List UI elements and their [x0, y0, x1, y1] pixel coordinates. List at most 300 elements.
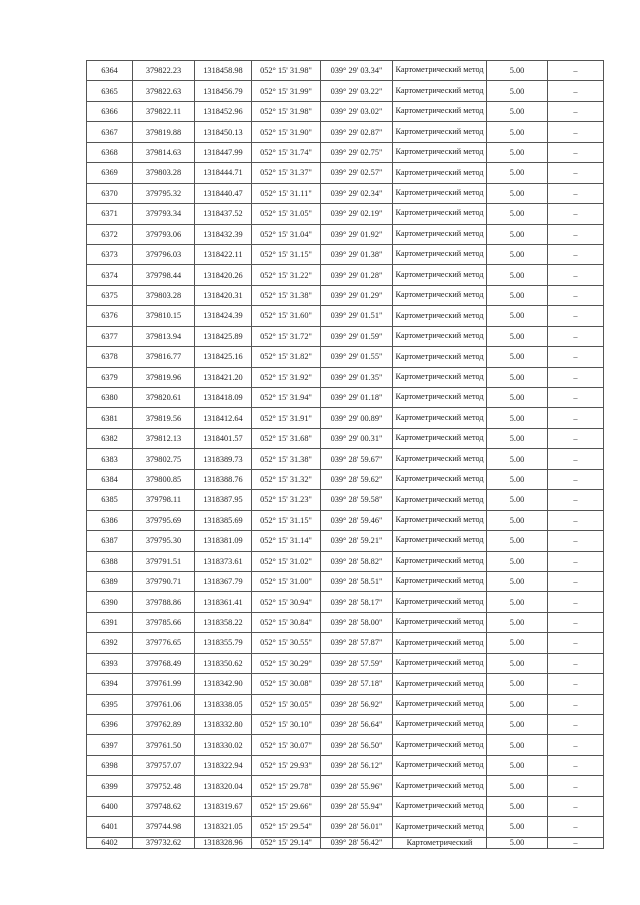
latitude-cell: 052° 15' 30.94" [252, 592, 321, 612]
longitude-cell: 039° 29' 02.75" [321, 142, 393, 162]
point-number-cell: 6391 [87, 612, 133, 632]
note-cell: – [548, 183, 604, 203]
method-cell: Картометрический метод [393, 142, 487, 162]
x-coordinate-cell: 379820.61 [133, 388, 195, 408]
x-coordinate-cell: 379793.06 [133, 224, 195, 244]
table-row [87, 837, 604, 848]
method-cell: Картометрический метод [393, 347, 487, 367]
table-row [87, 122, 604, 142]
note-cell: – [548, 347, 604, 367]
method-cell: Картометрический метод [393, 244, 487, 264]
accuracy-cell: 5.00 [487, 326, 548, 346]
x-coordinate-cell: 379785.66 [133, 612, 195, 632]
x-coordinate-cell: 379810.15 [133, 306, 195, 326]
y-coordinate-cell: 1318420.31 [195, 285, 252, 305]
accuracy-cell: 5.00 [487, 265, 548, 285]
accuracy-cell: 5.00 [487, 735, 548, 755]
table-row [87, 347, 604, 367]
x-coordinate-cell: 379803.28 [133, 285, 195, 305]
y-coordinate-cell: 1318388.76 [195, 469, 252, 489]
latitude-cell: 052° 15' 31.38" [252, 449, 321, 469]
note-cell: – [548, 612, 604, 632]
accuracy-cell: 5.00 [487, 388, 548, 408]
y-coordinate-cell: 1318342.90 [195, 674, 252, 694]
y-coordinate-cell: 1318458.98 [195, 61, 252, 81]
longitude-cell: 039° 28' 55.94" [321, 796, 393, 816]
y-coordinate-cell: 1318350.62 [195, 653, 252, 673]
longitude-cell: 039° 29' 02.19" [321, 204, 393, 224]
longitude-cell: 039° 28' 59.58" [321, 490, 393, 510]
x-coordinate-cell: 379761.50 [133, 735, 195, 755]
note-cell: – [548, 633, 604, 653]
x-coordinate-cell: 379761.06 [133, 694, 195, 714]
note-cell: – [548, 367, 604, 387]
point-number-cell: 6368 [87, 142, 133, 162]
method-cell: Картометрический метод [393, 571, 487, 591]
longitude-cell: 039° 28' 56.12" [321, 755, 393, 775]
table-row [87, 306, 604, 326]
note-cell: – [548, 653, 604, 673]
y-coordinate-cell: 1318421.20 [195, 367, 252, 387]
latitude-cell: 052° 15' 31.74" [252, 142, 321, 162]
accuracy-cell: 5.00 [487, 449, 548, 469]
latitude-cell: 052° 15' 31.15" [252, 244, 321, 264]
longitude-cell: 039° 28' 57.59" [321, 653, 393, 673]
latitude-cell: 052° 15' 31.15" [252, 510, 321, 530]
accuracy-cell: 5.00 [487, 428, 548, 448]
x-coordinate-cell: 379748.62 [133, 796, 195, 816]
method-cell: Картометрический метод [393, 490, 487, 510]
table-row [87, 694, 604, 714]
latitude-cell: 052° 15' 31.94" [252, 388, 321, 408]
method-cell: Картометрический метод [393, 469, 487, 489]
latitude-cell: 052° 15' 31.72" [252, 326, 321, 346]
table-row [87, 653, 604, 673]
y-coordinate-cell: 1318432.39 [195, 224, 252, 244]
y-coordinate-cell: 1318420.26 [195, 265, 252, 285]
point-number-cell: 6379 [87, 367, 133, 387]
note-cell: – [548, 61, 604, 81]
latitude-cell: 052° 15' 31.11" [252, 183, 321, 203]
point-number-cell: 6364 [87, 61, 133, 81]
x-coordinate-cell: 379744.98 [133, 817, 195, 837]
longitude-cell: 039° 29' 03.02" [321, 101, 393, 121]
y-coordinate-cell: 1318358.22 [195, 612, 252, 632]
x-coordinate-cell: 379814.63 [133, 142, 195, 162]
point-number-cell: 6374 [87, 265, 133, 285]
latitude-cell: 052° 15' 30.05" [252, 694, 321, 714]
table-row [87, 674, 604, 694]
longitude-cell: 039° 29' 01.92" [321, 224, 393, 244]
note-cell: – [548, 428, 604, 448]
latitude-cell: 052° 15' 31.04" [252, 224, 321, 244]
accuracy-cell: 5.00 [487, 510, 548, 530]
y-coordinate-cell: 1318338.05 [195, 694, 252, 714]
method-cell: Картометрический метод [393, 694, 487, 714]
note-cell: – [548, 326, 604, 346]
y-coordinate-cell: 1318452.96 [195, 101, 252, 121]
note-cell: – [548, 837, 604, 848]
note-cell: – [548, 101, 604, 121]
note-cell: – [548, 735, 604, 755]
point-number-cell: 6387 [87, 531, 133, 551]
point-number-cell: 6402 [87, 837, 133, 848]
coordinates-table [86, 60, 604, 849]
accuracy-cell: 5.00 [487, 715, 548, 735]
latitude-cell: 052° 15' 31.22" [252, 265, 321, 285]
y-coordinate-cell: 1318387.95 [195, 490, 252, 510]
longitude-cell: 039° 28' 58.82" [321, 551, 393, 571]
accuracy-cell: 5.00 [487, 81, 548, 101]
method-cell: Картометрический метод [393, 715, 487, 735]
y-coordinate-cell: 1318320.04 [195, 776, 252, 796]
note-cell: – [548, 796, 604, 816]
point-number-cell: 6386 [87, 510, 133, 530]
method-cell: Картометрический [393, 837, 487, 848]
latitude-cell: 052° 15' 31.60" [252, 306, 321, 326]
method-cell: Картометрический метод [393, 755, 487, 775]
point-number-cell: 6396 [87, 715, 133, 735]
note-cell: – [548, 592, 604, 612]
note-cell: – [548, 163, 604, 183]
note-cell: – [548, 244, 604, 264]
x-coordinate-cell: 379822.23 [133, 61, 195, 81]
latitude-cell: 052° 15' 31.05" [252, 204, 321, 224]
table-row [87, 388, 604, 408]
note-cell: – [548, 531, 604, 551]
method-cell: Картометрический метод [393, 735, 487, 755]
method-cell: Картометрический метод [393, 163, 487, 183]
table-row [87, 204, 604, 224]
note-cell: – [548, 551, 604, 571]
longitude-cell: 039° 28' 58.17" [321, 592, 393, 612]
table-row [87, 776, 604, 796]
method-cell: Картометрический метод [393, 367, 487, 387]
point-number-cell: 6390 [87, 592, 133, 612]
accuracy-cell: 5.00 [487, 204, 548, 224]
table-row [87, 326, 604, 346]
method-cell: Картометрический метод [393, 531, 487, 551]
note-cell: – [548, 694, 604, 714]
method-cell: Картометрический метод [393, 653, 487, 673]
latitude-cell: 052° 15' 30.29" [252, 653, 321, 673]
method-cell: Картометрический метод [393, 592, 487, 612]
table-row [87, 183, 604, 203]
note-cell: – [548, 306, 604, 326]
longitude-cell: 039° 29' 03.34" [321, 61, 393, 81]
y-coordinate-cell: 1318355.79 [195, 633, 252, 653]
table-row [87, 633, 604, 653]
latitude-cell: 052° 15' 30.55" [252, 633, 321, 653]
method-cell: Картометрический метод [393, 551, 487, 571]
point-number-cell: 6375 [87, 285, 133, 305]
y-coordinate-cell: 1318456.79 [195, 81, 252, 101]
method-cell: Картометрический метод [393, 183, 487, 203]
accuracy-cell: 5.00 [487, 694, 548, 714]
x-coordinate-cell: 379776.65 [133, 633, 195, 653]
longitude-cell: 039° 28' 57.87" [321, 633, 393, 653]
accuracy-cell: 5.00 [487, 122, 548, 142]
x-coordinate-cell: 379800.85 [133, 469, 195, 489]
table-row [87, 224, 604, 244]
table-row [87, 408, 604, 428]
method-cell: Картометрический метод [393, 674, 487, 694]
x-coordinate-cell: 379798.11 [133, 490, 195, 510]
longitude-cell: 039° 29' 00.31" [321, 428, 393, 448]
x-coordinate-cell: 379812.13 [133, 428, 195, 448]
y-coordinate-cell: 1318437.52 [195, 204, 252, 224]
x-coordinate-cell: 379757.07 [133, 755, 195, 775]
longitude-cell: 039° 28' 57.18" [321, 674, 393, 694]
longitude-cell: 039° 29' 02.34" [321, 183, 393, 203]
table-body [87, 61, 604, 849]
table-row [87, 469, 604, 489]
point-number-cell: 6388 [87, 551, 133, 571]
longitude-cell: 039° 29' 01.18" [321, 388, 393, 408]
x-coordinate-cell: 379761.99 [133, 674, 195, 694]
longitude-cell: 039° 29' 01.28" [321, 265, 393, 285]
table-row [87, 142, 604, 162]
table-row [87, 817, 604, 837]
y-coordinate-cell: 1318328.96 [195, 837, 252, 848]
point-number-cell: 6395 [87, 694, 133, 714]
longitude-cell: 039° 28' 59.46" [321, 510, 393, 530]
method-cell: Картометрический метод [393, 510, 487, 530]
x-coordinate-cell: 379762.89 [133, 715, 195, 735]
y-coordinate-cell: 1318424.39 [195, 306, 252, 326]
x-coordinate-cell: 379791.51 [133, 551, 195, 571]
accuracy-cell: 5.00 [487, 592, 548, 612]
point-number-cell: 6384 [87, 469, 133, 489]
latitude-cell: 052° 15' 29.54" [252, 817, 321, 837]
x-coordinate-cell: 379788.86 [133, 592, 195, 612]
note-cell: – [548, 817, 604, 837]
latitude-cell: 052° 15' 29.78" [252, 776, 321, 796]
note-cell: – [548, 571, 604, 591]
x-coordinate-cell: 379802.75 [133, 449, 195, 469]
note-cell: – [548, 408, 604, 428]
accuracy-cell: 5.00 [487, 285, 548, 305]
x-coordinate-cell: 379798.44 [133, 265, 195, 285]
table-row [87, 265, 604, 285]
accuracy-cell: 5.00 [487, 551, 548, 571]
point-number-cell: 6369 [87, 163, 133, 183]
x-coordinate-cell: 379822.63 [133, 81, 195, 101]
longitude-cell: 039° 28' 59.62" [321, 469, 393, 489]
accuracy-cell: 5.00 [487, 817, 548, 837]
longitude-cell: 039° 28' 56.42" [321, 837, 393, 848]
accuracy-cell: 5.00 [487, 571, 548, 591]
table-row [87, 755, 604, 775]
accuracy-cell: 5.00 [487, 633, 548, 653]
latitude-cell: 052° 15' 29.66" [252, 796, 321, 816]
latitude-cell: 052° 15' 31.98" [252, 101, 321, 121]
x-coordinate-cell: 379796.03 [133, 244, 195, 264]
table-row [87, 490, 604, 510]
latitude-cell: 052° 15' 30.07" [252, 735, 321, 755]
longitude-cell: 039° 28' 56.64" [321, 715, 393, 735]
y-coordinate-cell: 1318450.13 [195, 122, 252, 142]
method-cell: Картометрический метод [393, 285, 487, 305]
method-cell: Картометрический метод [393, 796, 487, 816]
point-number-cell: 6401 [87, 817, 133, 837]
method-cell: Картометрический метод [393, 306, 487, 326]
method-cell: Картометрический метод [393, 265, 487, 285]
longitude-cell: 039° 28' 56.50" [321, 735, 393, 755]
x-coordinate-cell: 379795.30 [133, 531, 195, 551]
accuracy-cell: 5.00 [487, 674, 548, 694]
latitude-cell: 052° 15' 31.14" [252, 531, 321, 551]
y-coordinate-cell: 1318401.57 [195, 428, 252, 448]
y-coordinate-cell: 1318418.09 [195, 388, 252, 408]
longitude-cell: 039° 28' 55.96" [321, 776, 393, 796]
x-coordinate-cell: 379752.48 [133, 776, 195, 796]
accuracy-cell: 5.00 [487, 101, 548, 121]
longitude-cell: 039° 28' 58.00" [321, 612, 393, 632]
accuracy-cell: 5.00 [487, 244, 548, 264]
table-row [87, 101, 604, 121]
latitude-cell: 052° 15' 31.02" [252, 551, 321, 571]
accuracy-cell: 5.00 [487, 183, 548, 203]
x-coordinate-cell: 379732.62 [133, 837, 195, 848]
method-cell: Картометрический метод [393, 408, 487, 428]
note-cell: – [548, 490, 604, 510]
note-cell: – [548, 142, 604, 162]
longitude-cell: 039° 28' 56.92" [321, 694, 393, 714]
accuracy-cell: 5.00 [487, 490, 548, 510]
latitude-cell: 052° 15' 31.98" [252, 61, 321, 81]
x-coordinate-cell: 379816.77 [133, 347, 195, 367]
note-cell: – [548, 81, 604, 101]
point-number-cell: 6397 [87, 735, 133, 755]
point-number-cell: 6393 [87, 653, 133, 673]
latitude-cell: 052° 15' 31.91" [252, 408, 321, 428]
method-cell: Картометрический метод [393, 81, 487, 101]
point-number-cell: 6376 [87, 306, 133, 326]
longitude-cell: 039° 28' 59.21" [321, 531, 393, 551]
latitude-cell: 052° 15' 31.00" [252, 571, 321, 591]
y-coordinate-cell: 1318381.09 [195, 531, 252, 551]
method-cell: Картометрический метод [393, 449, 487, 469]
accuracy-cell: 5.00 [487, 796, 548, 816]
note-cell: – [548, 388, 604, 408]
table-row [87, 81, 604, 101]
accuracy-cell: 5.00 [487, 224, 548, 244]
note-cell: – [548, 224, 604, 244]
y-coordinate-cell: 1318440.47 [195, 183, 252, 203]
x-coordinate-cell: 379822.11 [133, 101, 195, 121]
point-number-cell: 6370 [87, 183, 133, 203]
note-cell: – [548, 776, 604, 796]
point-number-cell: 6383 [87, 449, 133, 469]
accuracy-cell: 5.00 [487, 837, 548, 848]
method-cell: Картометрический метод [393, 817, 487, 837]
y-coordinate-cell: 1318330.02 [195, 735, 252, 755]
longitude-cell: 039° 28' 59.67" [321, 449, 393, 469]
method-cell: Картометрический метод [393, 101, 487, 121]
method-cell: Картометрический метод [393, 612, 487, 632]
latitude-cell: 052° 15' 31.92" [252, 367, 321, 387]
x-coordinate-cell: 379795.69 [133, 510, 195, 530]
note-cell: – [548, 510, 604, 530]
latitude-cell: 052° 15' 30.10" [252, 715, 321, 735]
table-row [87, 449, 604, 469]
method-cell: Картометрический метод [393, 224, 487, 244]
latitude-cell: 052° 15' 31.68" [252, 428, 321, 448]
point-number-cell: 6372 [87, 224, 133, 244]
latitude-cell: 052° 15' 31.38" [252, 285, 321, 305]
longitude-cell: 039° 29' 01.38" [321, 244, 393, 264]
table-row [87, 367, 604, 387]
accuracy-cell: 5.00 [487, 163, 548, 183]
note-cell: – [548, 122, 604, 142]
latitude-cell: 052° 15' 31.37" [252, 163, 321, 183]
note-cell: – [548, 285, 604, 305]
x-coordinate-cell: 379819.88 [133, 122, 195, 142]
method-cell: Картометрический метод [393, 776, 487, 796]
x-coordinate-cell: 379819.56 [133, 408, 195, 428]
note-cell: – [548, 755, 604, 775]
point-number-cell: 6399 [87, 776, 133, 796]
accuracy-cell: 5.00 [487, 142, 548, 162]
accuracy-cell: 5.00 [487, 755, 548, 775]
point-number-cell: 6366 [87, 101, 133, 121]
table-row [87, 735, 604, 755]
method-cell: Картометрический метод [393, 633, 487, 653]
table-row [87, 796, 604, 816]
accuracy-cell: 5.00 [487, 612, 548, 632]
y-coordinate-cell: 1318447.99 [195, 142, 252, 162]
table-row [87, 244, 604, 264]
point-number-cell: 6378 [87, 347, 133, 367]
table-row [87, 571, 604, 591]
longitude-cell: 039° 29' 00.89" [321, 408, 393, 428]
method-cell: Картометрический метод [393, 388, 487, 408]
accuracy-cell: 5.00 [487, 347, 548, 367]
y-coordinate-cell: 1318332.80 [195, 715, 252, 735]
x-coordinate-cell: 379768.49 [133, 653, 195, 673]
table-row [87, 61, 604, 81]
point-number-cell: 6377 [87, 326, 133, 346]
longitude-cell: 039° 29' 02.57" [321, 163, 393, 183]
x-coordinate-cell: 379790.71 [133, 571, 195, 591]
y-coordinate-cell: 1318385.69 [195, 510, 252, 530]
method-cell: Картометрический метод [393, 204, 487, 224]
method-cell: Картометрический метод [393, 61, 487, 81]
table-row [87, 531, 604, 551]
y-coordinate-cell: 1318425.16 [195, 347, 252, 367]
y-coordinate-cell: 1318412.64 [195, 408, 252, 428]
note-cell: – [548, 449, 604, 469]
latitude-cell: 052° 15' 31.32" [252, 469, 321, 489]
point-number-cell: 6394 [87, 674, 133, 694]
table-row [87, 551, 604, 571]
longitude-cell: 039° 29' 02.87" [321, 122, 393, 142]
point-number-cell: 6398 [87, 755, 133, 775]
point-number-cell: 6367 [87, 122, 133, 142]
accuracy-cell: 5.00 [487, 469, 548, 489]
x-coordinate-cell: 379813.94 [133, 326, 195, 346]
y-coordinate-cell: 1318425.89 [195, 326, 252, 346]
table-row [87, 428, 604, 448]
y-coordinate-cell: 1318444.71 [195, 163, 252, 183]
accuracy-cell: 5.00 [487, 531, 548, 551]
method-cell: Картометрический метод [393, 326, 487, 346]
note-cell: – [548, 674, 604, 694]
y-coordinate-cell: 1318361.41 [195, 592, 252, 612]
point-number-cell: 6385 [87, 490, 133, 510]
point-number-cell: 6371 [87, 204, 133, 224]
